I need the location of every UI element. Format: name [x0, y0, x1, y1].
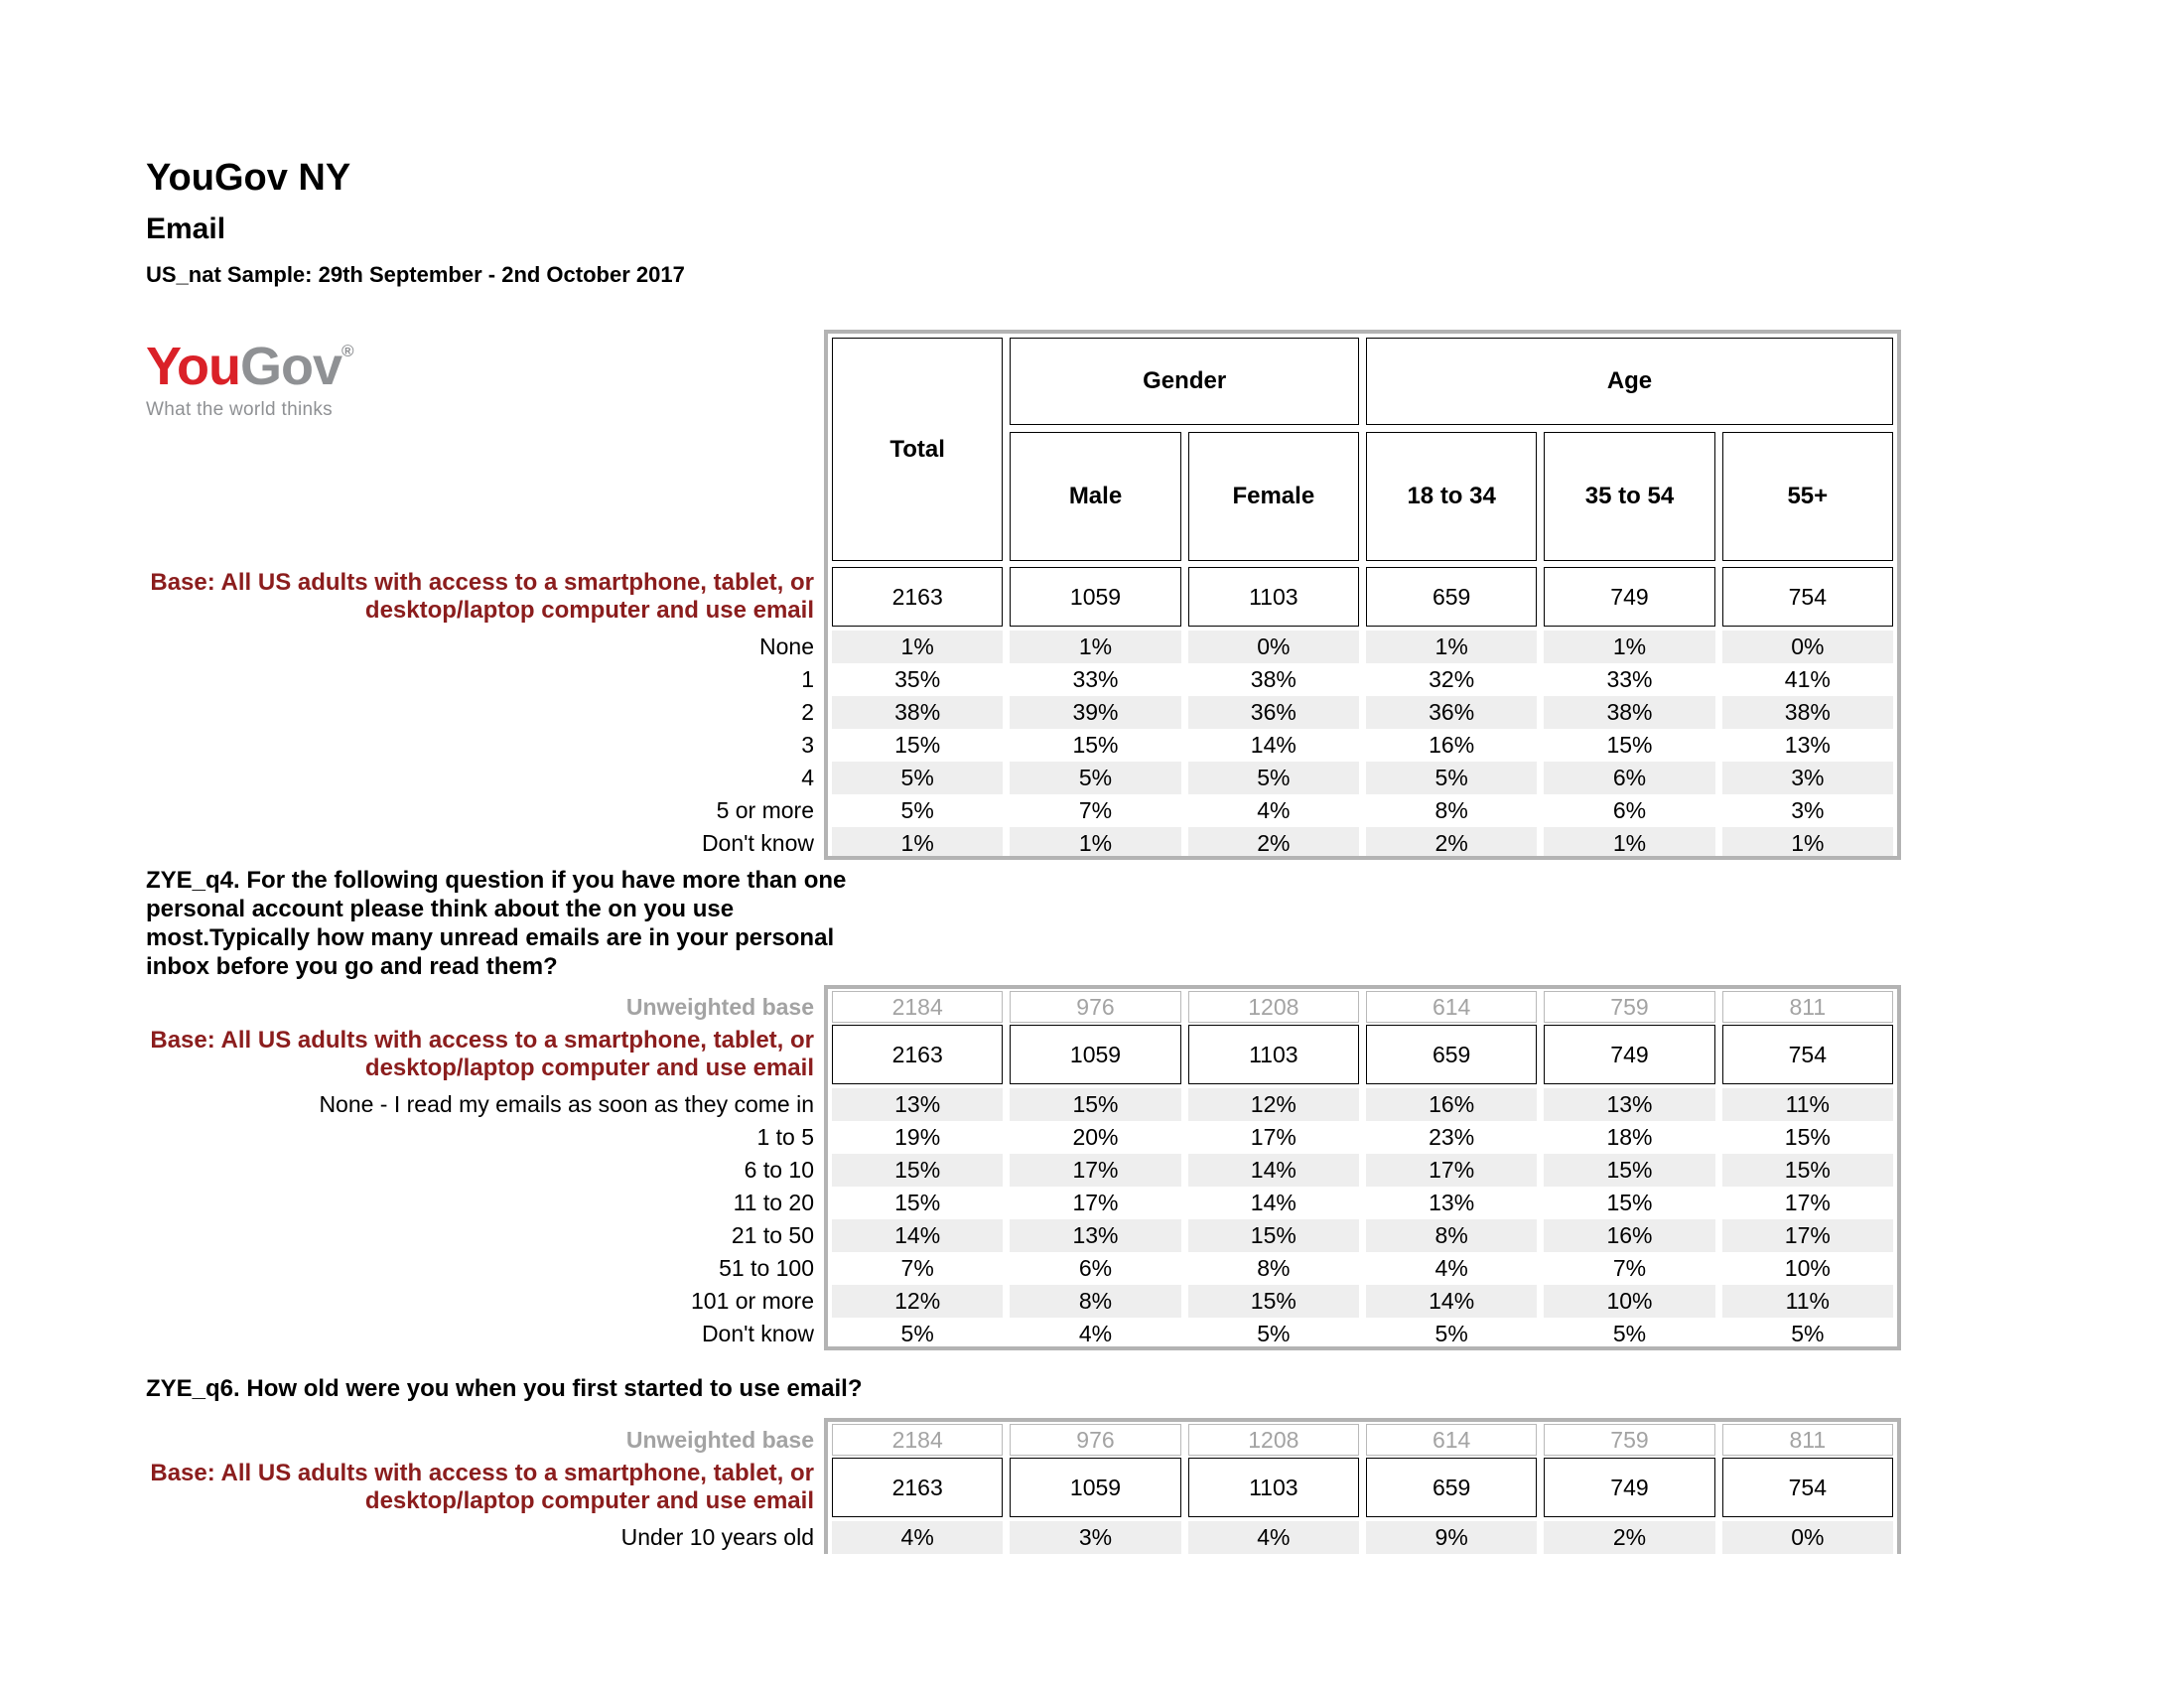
row-values	[824, 696, 1901, 729]
row-values	[824, 1252, 1901, 1285]
question-line: ZYE_q4. For the following question if you have more than one	[146, 867, 847, 894]
value-cell-female: 0%	[1188, 631, 1359, 663]
unweighted-value-cell: 811	[1722, 1424, 1893, 1456]
value-cell-35to54: 15%	[1606, 732, 1653, 758]
value-cell-35to54: 2%	[1544, 1521, 1714, 1554]
value-cell-35to54: 10%	[1544, 1285, 1714, 1318]
column-header-total: Total	[832, 338, 1003, 561]
logo-tagline: What the world thinks	[146, 399, 333, 420]
row-values	[824, 729, 1901, 762]
page-subtitle: Email	[146, 212, 226, 245]
base-values	[824, 567, 1901, 627]
base-value-cell: 659	[1366, 567, 1537, 627]
base-label-line: Base: All US adults with access to a smartphone, tablet, or	[150, 1460, 814, 1486]
base-value-cell: 1103	[1188, 1458, 1359, 1517]
value-cell-female: 5%	[1188, 762, 1359, 794]
column-header-55plus: 55+	[1722, 432, 1893, 561]
unweighted-values	[824, 991, 1901, 1023]
value-cell-male: 4%	[1078, 1321, 1113, 1346]
value-cell-male: 15%	[1010, 1088, 1180, 1121]
column-header-18-34: 18 to 34	[1366, 432, 1537, 561]
row-values	[824, 1219, 1901, 1252]
table-row	[146, 631, 1901, 663]
logo-you-text: You	[146, 337, 240, 396]
value-cell-55plus: 38%	[1722, 696, 1893, 729]
value-cell-18to34: 9%	[1366, 1521, 1537, 1554]
value-cell-male: 15%	[1072, 732, 1119, 758]
unweighted-value-cell: 811	[1722, 991, 1893, 1023]
sample-info: US_nat Sample: 29th September - 2nd October 2017	[146, 262, 685, 287]
value-cell-35to54: 6%	[1544, 762, 1714, 794]
question-line: ZYE_q6. How old were you when you first started to use email?	[146, 1375, 863, 1402]
value-cell-55plus: 0%	[1722, 631, 1893, 663]
unweighted-value-cell: 976	[1010, 991, 1180, 1023]
value-cell-female: 15%	[1188, 1285, 1359, 1318]
value-cell-male: 1%	[1010, 631, 1180, 663]
base-value-cell: 749	[1544, 567, 1714, 627]
base-label-line: desktop/laptop computer and use email	[364, 1055, 814, 1081]
base-value-cell: 2163	[832, 567, 1003, 627]
value-cell-55plus: 11%	[1722, 1285, 1893, 1318]
table-block-zye-q6	[146, 1418, 1901, 1554]
value-cell-55plus: 17%	[1784, 1190, 1831, 1215]
table-block-zye-q4	[146, 985, 1901, 1350]
value-cell-female: 12%	[1188, 1088, 1359, 1121]
table-row	[146, 663, 1901, 696]
value-cell-female: 2%	[1188, 827, 1359, 860]
unweighted-base-row	[146, 991, 1901, 1023]
table-row	[146, 827, 1901, 860]
value-cell-female: 14%	[1250, 732, 1297, 758]
base-value-cell: 2163	[832, 1025, 1003, 1084]
value-cell-55plus: 0%	[1722, 1521, 1893, 1554]
value-cell-female: 17%	[1250, 1124, 1297, 1150]
value-cell-female: 4%	[1188, 1521, 1359, 1554]
base-value-cell: 659	[1366, 1458, 1537, 1517]
value-cell-male: 1%	[1010, 827, 1180, 860]
value-cell-male: 17%	[1072, 1190, 1119, 1215]
value-cell-55plus: 3%	[1791, 797, 1825, 823]
value-cell-35to54: 15%	[1606, 1190, 1653, 1215]
question-text-zye-q4	[146, 866, 846, 981]
logo-gov-text: Gov	[239, 337, 342, 396]
value-cell-18to34: 8%	[1434, 797, 1468, 823]
value-cell-35to54: 6%	[1612, 797, 1647, 823]
base-value-cell: 1059	[1010, 1458, 1180, 1517]
value-cell-55plus: 15%	[1722, 1154, 1893, 1187]
value-cell-18to34: 4%	[1434, 1255, 1468, 1281]
value-cell-35to54: 15%	[1544, 1154, 1714, 1187]
value-cell-total: 5%	[832, 762, 1003, 794]
value-cell-18to34: 16%	[1366, 1088, 1537, 1121]
row-values	[824, 827, 1901, 860]
value-cell-35to54: 16%	[1544, 1219, 1714, 1252]
value-cell-total: 15%	[832, 1154, 1003, 1187]
value-cell-18to34: 13%	[1429, 1190, 1475, 1215]
value-cell-female: 5%	[1257, 1321, 1291, 1346]
value-cell-female: 4%	[1257, 797, 1291, 823]
value-cell-male: 8%	[1010, 1285, 1180, 1318]
value-cell-female: 38%	[1250, 666, 1297, 692]
base-label	[146, 1458, 824, 1517]
unweighted-value-cell: 2184	[832, 1424, 1003, 1456]
base-value-cell: 754	[1722, 567, 1893, 627]
value-cell-35to54: 1%	[1544, 827, 1714, 860]
base-row	[146, 1025, 1901, 1084]
base-value-cell: 1103	[1188, 1025, 1359, 1084]
base-label-line: Base: All US adults with access to a smartphone, tablet, or	[150, 1027, 814, 1054]
table-row	[146, 1521, 1901, 1554]
value-cell-total: 14%	[832, 1219, 1003, 1252]
value-cell-total: 7%	[900, 1255, 934, 1281]
row-label: 101 or more	[690, 1288, 814, 1314]
row-label: 1	[801, 666, 814, 692]
value-cell-35to54: 38%	[1544, 696, 1714, 729]
column-header-35-54: 35 to 54	[1544, 432, 1714, 561]
value-cell-female: 8%	[1257, 1255, 1291, 1281]
header-cells	[824, 338, 1901, 561]
row-label: Don't know	[701, 1321, 814, 1346]
base-value-cell: 659	[1366, 1025, 1537, 1084]
base-value-cell: 2163	[832, 1458, 1003, 1517]
value-cell-55plus: 17%	[1722, 1219, 1893, 1252]
value-cell-55plus: 15%	[1784, 1124, 1831, 1150]
table-block-accounts	[146, 330, 1901, 860]
base-label-line: desktop/laptop computer and use email	[364, 1487, 814, 1514]
value-cell-total: 5%	[900, 797, 934, 823]
column-group-gender: Gender	[1010, 338, 1359, 425]
value-cell-55plus: 5%	[1791, 1321, 1825, 1346]
value-cell-male: 3%	[1010, 1521, 1180, 1554]
row-label: Don't know	[701, 830, 814, 856]
unweighted-value-cell: 614	[1366, 1424, 1537, 1456]
value-cell-total: 1%	[832, 631, 1003, 663]
value-cell-total: 5%	[900, 1321, 934, 1346]
value-cell-18to34: 36%	[1366, 696, 1537, 729]
value-cell-male: 33%	[1072, 666, 1119, 692]
row-values	[824, 1187, 1901, 1219]
question-line: most.Typically how many unread emails are in your personal	[146, 924, 835, 951]
row-values	[824, 1121, 1901, 1154]
base-label	[146, 567, 824, 627]
table-row	[146, 762, 1901, 794]
column-header-female: Female	[1188, 432, 1359, 561]
table-row	[146, 1088, 1901, 1121]
row-label: 11 to 20	[733, 1190, 814, 1215]
header-spacer	[146, 338, 824, 561]
value-cell-female: 14%	[1250, 1190, 1297, 1215]
unweighted-value-cell: 759	[1544, 991, 1714, 1023]
row-values	[824, 1154, 1901, 1187]
value-cell-18to34: 1%	[1366, 631, 1537, 663]
column-group-age: Age	[1366, 338, 1893, 425]
unweighted-base-label: Unweighted base	[625, 993, 814, 1020]
row-values	[824, 631, 1901, 663]
value-cell-total: 19%	[894, 1124, 941, 1150]
column-header-male: Male	[1010, 432, 1180, 561]
table-row	[146, 1318, 1901, 1350]
base-label-line: desktop/laptop computer and use email	[364, 597, 814, 624]
row-label: Under 10 years old	[620, 1524, 814, 1550]
value-cell-35to54: 13%	[1544, 1088, 1714, 1121]
unweighted-values	[824, 1424, 1901, 1456]
value-cell-18to34: 17%	[1366, 1154, 1537, 1187]
question-line: personal account please think about the on you use	[146, 896, 735, 922]
value-cell-55plus: 10%	[1784, 1255, 1831, 1281]
base-values	[824, 1458, 1901, 1517]
value-cell-female: 15%	[1188, 1219, 1359, 1252]
value-cell-55plus: 13%	[1784, 732, 1831, 758]
value-cell-35to54: 7%	[1612, 1255, 1647, 1281]
row-label: 51 to 100	[719, 1255, 814, 1281]
table-row	[146, 729, 1901, 762]
table-row	[146, 1252, 1901, 1285]
base-value-cell: 1059	[1010, 1025, 1180, 1084]
row-values	[824, 794, 1901, 827]
base-label	[146, 1025, 824, 1084]
base-label-line: Base: All US adults with access to a smartphone, tablet, or	[150, 569, 814, 596]
row-label: 21 to 50	[731, 1222, 814, 1248]
row-values	[824, 663, 1901, 696]
table-row	[146, 1187, 1901, 1219]
table-row	[146, 1219, 1901, 1252]
value-cell-male: 17%	[1010, 1154, 1180, 1187]
row-label: 6 to 10	[744, 1157, 814, 1183]
value-cell-35to54: 1%	[1544, 631, 1714, 663]
row-label: 3	[801, 732, 814, 758]
row-label: 5 or more	[716, 797, 814, 823]
question-line: inbox before you go and read them?	[146, 953, 558, 980]
unweighted-base-row	[146, 1424, 1901, 1456]
data-rows	[146, 1521, 1901, 1554]
value-cell-18to34: 5%	[1366, 762, 1537, 794]
value-cell-total: 1%	[832, 827, 1003, 860]
registered-trademark-icon: ®	[341, 342, 354, 360]
table-row	[146, 794, 1901, 827]
value-cell-total: 35%	[894, 666, 941, 692]
row-label: 4	[801, 765, 814, 790]
value-cell-male: 20%	[1072, 1124, 1119, 1150]
unweighted-value-cell: 1208	[1188, 1424, 1359, 1456]
value-cell-18to34: 14%	[1366, 1285, 1537, 1318]
value-cell-total: 15%	[894, 732, 941, 758]
base-row	[146, 567, 1901, 627]
unweighted-value-cell: 2184	[832, 991, 1003, 1023]
value-cell-total: 13%	[832, 1088, 1003, 1121]
value-cell-18to34: 23%	[1429, 1124, 1475, 1150]
base-value-cell: 1059	[1010, 567, 1180, 627]
row-values	[824, 1088, 1901, 1121]
value-cell-18to34: 5%	[1434, 1321, 1468, 1346]
base-value-cell: 1103	[1188, 567, 1359, 627]
value-cell-35to54: 33%	[1606, 666, 1653, 692]
value-cell-male: 7%	[1078, 797, 1113, 823]
unweighted-value-cell: 976	[1010, 1424, 1180, 1456]
row-label: 1 to 5	[756, 1124, 814, 1150]
data-rows	[146, 631, 1901, 860]
value-cell-male: 13%	[1010, 1219, 1180, 1252]
row-values	[824, 1285, 1901, 1318]
value-cell-total: 12%	[832, 1285, 1003, 1318]
value-cell-55plus: 1%	[1722, 827, 1893, 860]
table-row	[146, 696, 1901, 729]
table-row	[146, 1121, 1901, 1154]
row-values	[824, 1318, 1901, 1350]
row-label: None	[759, 633, 814, 659]
value-cell-55plus: 41%	[1784, 666, 1831, 692]
value-cell-18to34: 8%	[1366, 1219, 1537, 1252]
table-row	[146, 1154, 1901, 1187]
unweighted-base-label: Unweighted base	[625, 1426, 814, 1453]
unweighted-value-cell: 614	[1366, 991, 1537, 1023]
row-label: 2	[801, 699, 814, 725]
table-row	[146, 1285, 1901, 1318]
value-cell-female: 14%	[1188, 1154, 1359, 1187]
base-row	[146, 1458, 1901, 1517]
value-cell-35to54: 5%	[1612, 1321, 1647, 1346]
page-title: YouGov NY	[146, 157, 351, 199]
value-cell-female: 36%	[1188, 696, 1359, 729]
value-cell-18to34: 32%	[1429, 666, 1475, 692]
value-cell-18to34: 16%	[1429, 732, 1475, 758]
unweighted-value-cell: 1208	[1188, 991, 1359, 1023]
base-value-cell: 749	[1544, 1025, 1714, 1084]
row-values	[824, 1521, 1901, 1554]
value-cell-total: 38%	[832, 696, 1003, 729]
base-values	[824, 1025, 1901, 1084]
value-cell-total: 15%	[894, 1190, 941, 1215]
base-value-cell: 754	[1722, 1458, 1893, 1517]
row-label: None - I read my emails as soon as they come in	[319, 1091, 814, 1117]
value-cell-male: 6%	[1078, 1255, 1113, 1281]
base-value-cell: 749	[1544, 1458, 1714, 1517]
value-cell-35to54: 18%	[1606, 1124, 1653, 1150]
value-cell-18to34: 2%	[1366, 827, 1537, 860]
data-rows	[146, 1088, 1901, 1350]
value-cell-male: 5%	[1010, 762, 1180, 794]
table-header	[146, 338, 1901, 561]
unweighted-value-cell: 759	[1544, 1424, 1714, 1456]
base-value-cell: 754	[1722, 1025, 1893, 1084]
value-cell-male: 39%	[1010, 696, 1180, 729]
question-text-zye-q6	[146, 1374, 862, 1403]
value-cell-55plus: 11%	[1722, 1088, 1893, 1121]
value-cell-total: 4%	[832, 1521, 1003, 1554]
row-values	[824, 762, 1901, 794]
value-cell-55plus: 3%	[1722, 762, 1893, 794]
